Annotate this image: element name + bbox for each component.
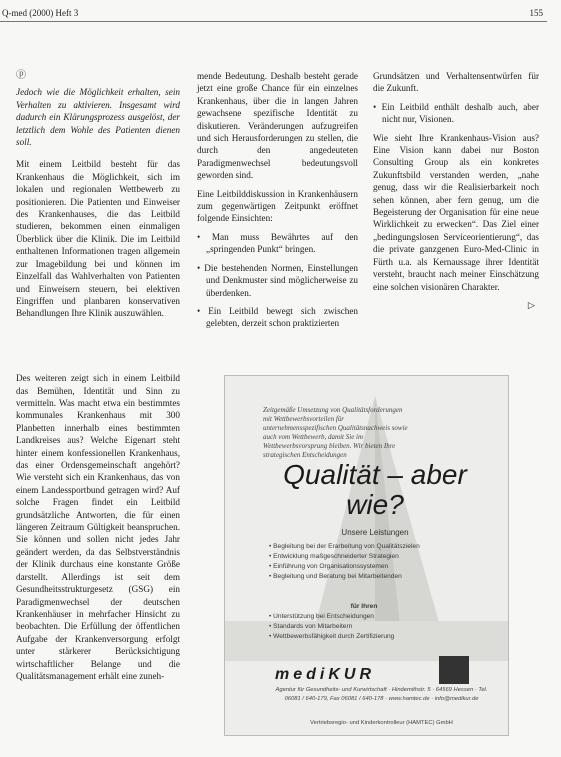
page-number: 155	[529, 8, 543, 18]
paragraph: Des weiteren zeigt sich in einem Leitbild das Bemühen, Identität und Sinn zu vermitteln. Was macht etwa ein bestimmtes kommunales Krankenhaus mit 300 Planbetten innerhalb eines bestimmten Landkreises aus? Welche Eigenart steht hinter einem konfessionellen Krankenhaus, das einer Ordensgemeinschaft angehört? Wie versteht sich ein Krankenhaus, das von einem Landessportbund getragen wird? Auf solche Fragen findet ein Leitbild grundsätzliche Antworten, die für einen längeren Zeitraum Gültigkeit beanspruchen. Sie können und sollen nicht jedes Jahr geändert werden, da das Selbstverständnis der Klinik durchaus eine konstante Größe darstellt. Allerdings ist seit dem Gesundheitsstrukturgesetz (GSG) ein Paradigmenwechsel der deutschen Krankenhäuser in mehrfacher Hinsicht zu beobachten. Die Erfüllung der öffentlichen Aufgabe der Krankenversorgung erfolgt unter stärkerer Berücksichtigung wirtschaftlicher Belange und die Qualitätsmanagement erhält eine zuneh-	[16, 373, 180, 681]
paragraph: Wie sieht Ihre Krankenhaus-Vision aus? Eine Vision kann dabei nur Boston Consulting Group als ein konkretes Zukunftsbild verstanden werden, „nahe genug, dass wir die Realisierbarkeit noch sehen können, aber fern genug, um die Begeisterung der Organisation für eine neue Wirklichkeit zu erwecken“. Das Ziel einer „bedingungslosen Serviceorientierung“, das die private ganzgenen Euro-Med-Clinic in Fürth u.a. als Kernaussage ihrer Identität versteht, braucht nach meiner Einschätzung eine solchen visionären Charakter.	[373, 132, 539, 292]
journal-issue: Q-med (2000) Heft 3	[2, 8, 79, 18]
benefits-list	[269, 602, 459, 642]
advertisement	[224, 375, 509, 736]
column-2	[197, 70, 358, 336]
service-item: • Entwicklung maßgeschneiderter Strategien	[269, 553, 399, 560]
service-item: • Einführung von Organisationssystemen	[269, 563, 389, 570]
continuation-mark: ⓟ	[16, 70, 26, 81]
column-3	[373, 70, 539, 311]
paragraph: Grundsätzen und Verhaltensentwürfen für die Zukunft.	[373, 71, 539, 94]
column-1-lower	[16, 363, 180, 692]
benefit-item: • Standards von Mitarbeitern	[269, 623, 353, 630]
paragraph: mende Bedeutung. Deshalb besteht gerade jetzt eine große Chance für ein einzelnes Krankenhaus, über die in langen Jahren gewachsene spezifische Identität zu diskutieren. Veränderungen aufzugreifen und sich Herausforderungen zu stellen, die durch den angedeuteten Paradigmenwechsel bedeutungsvoll geworden sind.	[197, 71, 358, 181]
ad-intro: Zeitgemäße Umsetzung von Qualitätsforderungen mit Wettbewerbsvorteilen für unternehmensspezifischen Qualitätsnachweis sowie auch vom Wettbewerb, damit Sie im Wettbewerbsvorsprung bleiben. Wir bieten Ihre strategischen Entscheidungen	[263, 406, 408, 459]
header-rule	[0, 21, 547, 22]
bullet-item: • Ein Leitbild enthält deshalb auch, aber nicht nur, Visionen.	[373, 101, 539, 125]
bullet-item: • Ein Leitbild bewegt sich zwischen gelebten, derzeit schon praktizierten	[197, 305, 358, 329]
benefit-item: • Unterstützung bei Entscheidungen	[269, 613, 374, 620]
intro-quote: Jedoch wie die Möglichkeit erhalten, sein Verhalten zu aktivieren. Insgesamt wird dadurch ein Klärungsprozess ausgelöst, der letztlich dem Wohle des Patienten dienen soll.	[16, 87, 180, 148]
services-label: Unsere Leistungen	[341, 528, 409, 537]
bullet-item: • Man muss Bewährtes auf den „springenden Punkt“ bringen.	[197, 231, 358, 255]
running-header	[0, 4, 561, 20]
benefits-label: für Ihren	[350, 603, 378, 610]
paragraph: Mit einem Leitbild besteht für das Krankenhaus die Möglichkeit, sich im lokalen und regionalen Wettbewerb zu positionieren. Die Patienten und Einweiser des Krankenhauses, die das Leitbild studieren, bekommen einen einmaligen Überblick über die Klinik. Die im Leitbild enthaltenen Informationen tragen allgemein zur Imagebildung bei und können im Einzelfall das Wahlverhalten von Patienten und Einweisern steuern, bei elektiven Eingriffen und planbaren konservativen Behandlungen Ihre Klinik auszuwählen.	[16, 159, 180, 319]
medikur-logo: mediKUR	[275, 666, 376, 683]
bullet-item: • Die bestehenden Normen, Einstellungen und Denkmuster sind möglicherweise zu überdenken.	[197, 262, 358, 298]
services-list	[269, 542, 459, 582]
column-1	[16, 70, 180, 326]
logo-mark-icon	[439, 656, 469, 684]
continue-arrow-icon: ▷	[527, 299, 535, 310]
service-item: • Begleitung bei der Erarbeitung von Qualitätszielen	[269, 543, 420, 550]
paragraph: Eine Leitbilddiskussion in Krankenhäusern zum gegenwärtigen Zeitpunkt eröffnet folgende Einsichten:	[197, 188, 358, 224]
benefit-item: • Wettbewerbsfähigkeit durch Zertifizierung	[269, 633, 395, 640]
ad-contact: Agentur für Gesundheits- und Kurwirtschaft · Hindemithstr. 5 · 64569 Hessen · Tel. 06081 / 640-179, Fax 06081 / 640-178 · www.hamtec.de · info@medikur.de	[275, 687, 488, 702]
ad-headline: Qualität – aber wie?	[283, 459, 467, 520]
service-item: • Begleitung und Beratung bei Mitarbeitenden	[269, 573, 402, 580]
ad-company: Vertriebsregio- und Kinderkontrolleur (HAMTEC) GmbH	[310, 720, 453, 726]
